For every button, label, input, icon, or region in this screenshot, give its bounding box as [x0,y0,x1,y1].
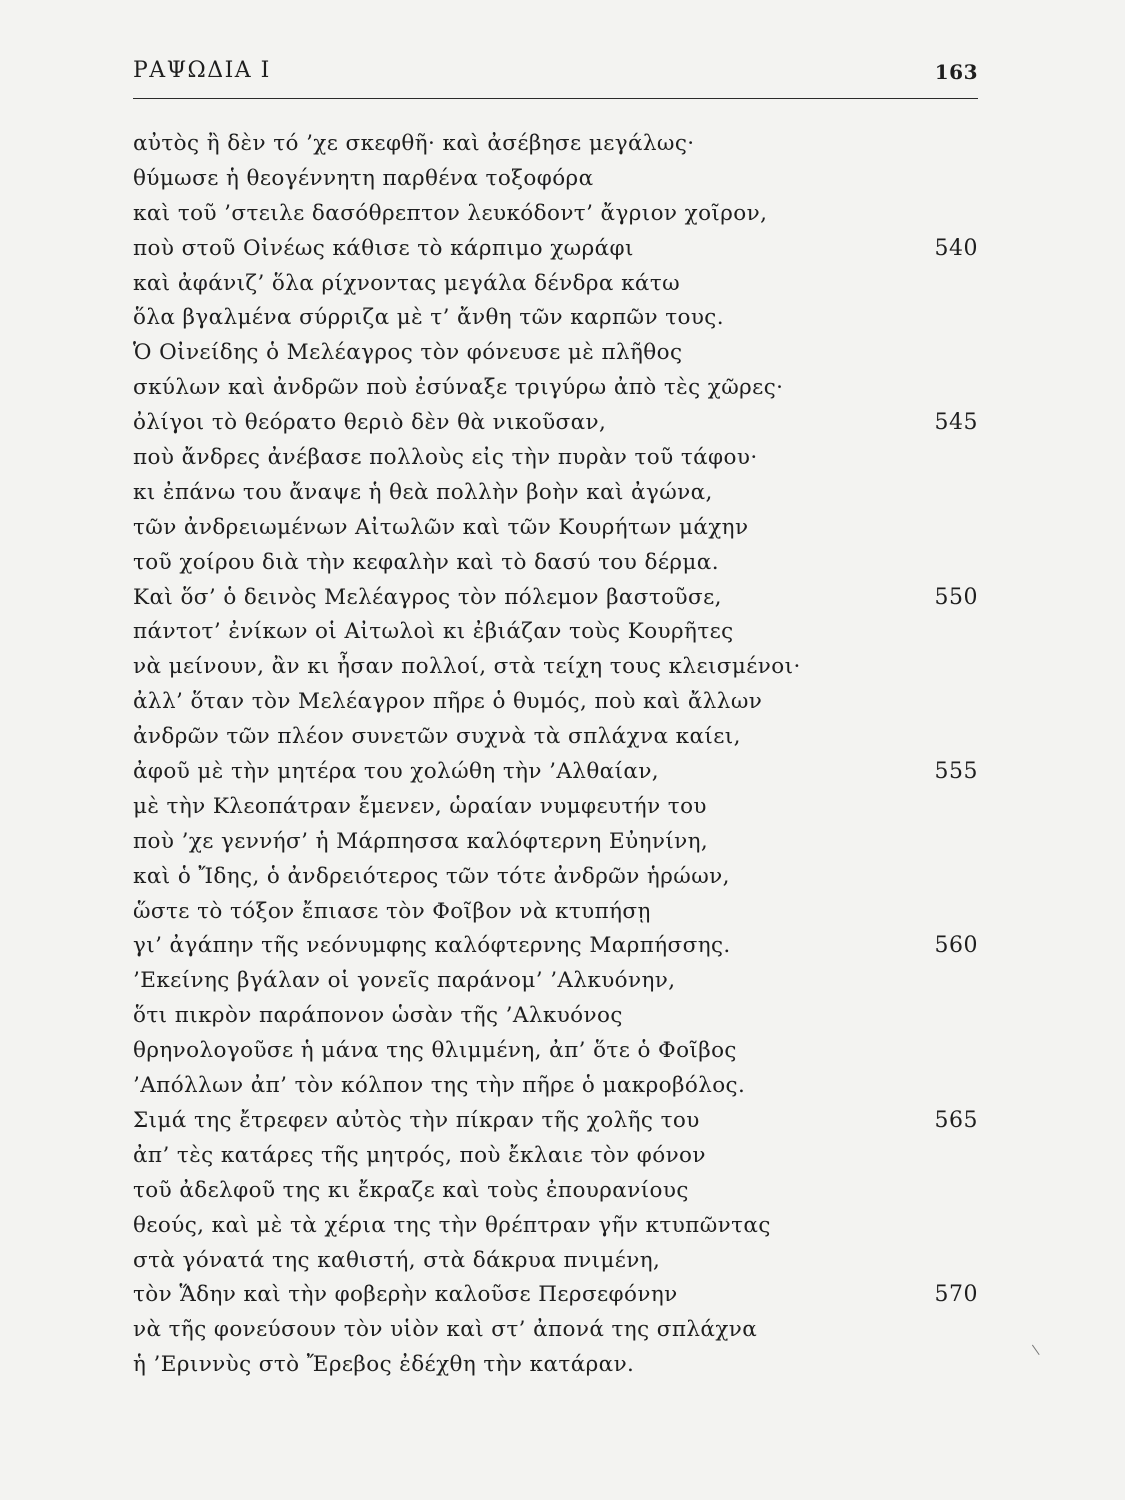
verse-line [133,1244,978,1279]
verse-line [133,476,978,511]
verse-text: τοῦ χοίρου διὰ τὴν κεφαλὴν καὶ τὸ δασύ του δέρμα. [133,549,719,575]
verse-line [133,1104,978,1139]
verse-text: ἀπ’ τὲς κατάρες τῆς μητρός, ποὺ ἔκλαιε τὸν φόνον [133,1142,706,1168]
verse-text: ὅλα βγαλμένα σύρριζα μὲ τ’ ἄνθη τῶν καρπῶν τους. [133,305,724,331]
verse-line [133,1313,978,1348]
line-number: 540 [934,235,978,261]
verse-text: στὰ γόνατά της καθιστή, στὰ δάκρυα πνιμένη, [133,1247,661,1273]
verse-text: ’Εκείνης βγάλαν οἱ γονεῖς παράνομ’ ’Αλκυόνην, [133,968,676,994]
verse-line [133,929,978,964]
verse-line [133,755,978,790]
verse-line [133,511,978,546]
verse-line [133,615,978,650]
verse-text: ἡ ’Εριννὺς στὸ Ἔρεβος ἐδέχθη τὴν κατάραν. [133,1352,635,1378]
verse-line [133,790,978,825]
verse-text: καὶ ἀφάνιζ’ ὅλα ρίχνοντας μεγάλα δένδρα κάτω [133,270,681,296]
verse-line [133,964,978,999]
verse-text: τοῦ ἀδελφοῦ της κι ἔκραζε καὶ τοὺς ἐπουρανίους [133,1177,689,1203]
verse-text: ὀλίγοι τὸ θεόρατο θεριὸ δὲν θὰ νικοῦσαν, [133,410,607,436]
verse-text: ἀλλ’ ὅταν τὸν Μελέαγρον πῆρε ὁ θυμός, ποὺ καὶ ἄλλων [133,689,763,715]
verse-line [133,1209,978,1244]
verse-line [133,1278,978,1313]
verse-text: γι’ ἀγάπην τῆς νεόνυμφης καλόφτερνης Μαρπήσσης. [133,933,731,959]
verse-text: νὰ τῆς φονεύσουν τὸν υἱὸν καὶ στ’ ἀπονά της σπλάχνα [133,1317,758,1343]
page-number: 163 [934,60,978,84]
verse-text: θρηνολογοῦσε ἡ μάνα της θλιμμένη, ἀπ’ ὅτε ὁ Φοῖβος [133,1038,737,1064]
verse-text: κι ἐπάνω του ἄναψε ἡ θεὰ πολλὴν βοὴν καὶ ἀγώνα, [133,479,713,505]
verse-line [133,162,978,197]
verse-line [133,860,978,895]
verse-line [133,1034,978,1069]
chapter-title: ΡΑΨΩΔΙΑ Ι [133,58,271,83]
verse-text: Καὶ ὅσ’ ὁ δεινὸς Μελέαγρος τὸν πόλεμον βαστοῦσε, [133,584,722,610]
verse-text: ποὺ στοῦ Οἰνέως κάθισε τὸ κάρπιμο χωράφι [133,235,634,261]
running-head [133,58,978,98]
verse-text: καὶ τοῦ ’στειλε δασόθρεπτον λευκόδοντ’ ἄγριον χοῖρον, [133,200,768,226]
line-number: 565 [934,1107,978,1133]
line-number: 545 [934,410,978,436]
verse-line [133,650,978,685]
verse-line [133,581,978,616]
verse-line [133,371,978,406]
verse-block [133,127,978,1383]
verse-line [133,301,978,336]
verse-line [133,895,978,930]
verse-text: θύμωσε ἡ θεογέννητη παρθένα τοξοφόρα [133,165,594,191]
verse-text: καὶ ὁ Ἴδης, ὁ ἀνδρειότερος τῶν τότε ἀνδρῶν ἡρώων, [133,863,730,889]
verse-line [133,720,978,755]
verse-line [133,441,978,476]
verse-line [133,267,978,302]
stray-mark [1032,1343,1042,1355]
line-number: 555 [934,759,978,785]
verse-text: μὲ τὴν Κλεοπάτραν ἔμενεν, ὡραίαν νυμφευτήν του [133,793,707,819]
verse-text: ὅτι πικρὸν παράπονον ὡσὰν τῆς ’Αλκυόνος [133,1003,623,1029]
verse-text: θεούς, καὶ μὲ τὰ χέρια της τὴν θρέπτραν γῆν κτυπῶντας [133,1212,771,1238]
verse-text: πάντοτ’ ἐνίκων οἱ Αἰτωλοὶ κι ἐβιάζαν τοὺς Κουρῆτες [133,619,734,645]
verse-text: Ὁ Οἰνείδης ὁ Μελέαγρος τὸν φόνευσε μὲ πλῆθος [133,340,683,366]
verse-text: ’Απόλλων ἀπ’ τὸν κόλπον της τὴν πῆρε ὁ μακροβόλος. [133,1073,746,1099]
verse-line [133,1348,978,1383]
line-number: 560 [934,933,978,959]
verse-text: νὰ μείνουν, ἂν κι ἦσαν πολλοί, στὰ τείχη τους κλεισμένοι· [133,654,801,680]
verse-text: ἀφοῦ μὲ τὴν μητέρα του χολώθη τὴν ’Αλθαίαν, [133,759,660,785]
verse-line [133,232,978,267]
verse-text: Σιμά της ἔτρεφεν αὐτὸς τὴν πίκραν τῆς χολῆς του [133,1107,700,1133]
verse-line [133,1069,978,1104]
verse-text: ὥστε τὸ τόξον ἔπιασε τὸν Φοῖβον νὰ κτυπήσῃ [133,898,651,924]
verse-line [133,406,978,441]
verse-line [133,999,978,1034]
verse-text: ἀνδρῶν τῶν πλέον συνετῶν συχνὰ τὰ σπλάχνα καίει, [133,724,741,750]
verse-text: αὐτὸς ἢ δὲν τό ’χε σκεφθῆ· καὶ ἀσέβησε μεγάλως· [133,131,695,156]
verse-text: ποὺ ἄνδρες ἀνέβασε πολλοὺς εἰς τὴν πυρὰν τοῦ τάφου· [133,445,758,471]
verse-line [133,336,978,371]
verse-text: τὸν Ἅδην καὶ τὴν φοβερὴν καλοῦσε Περσεφόνην [133,1282,678,1308]
line-number: 550 [934,584,978,610]
verse-line [133,825,978,860]
header-rule [133,98,978,99]
line-number: 570 [934,1282,978,1308]
verse-line [133,546,978,581]
verse-text: σκύλων καὶ ἀνδρῶν ποὺ ἐσύναξε τριγύρω ἀπὸ τὲς χῶρες· [133,375,784,401]
verse-text: τῶν ἀνδρειωμένων Αἰτωλῶν καὶ τῶν Κουρήτων μάχην [133,514,749,540]
verse-line [133,1174,978,1209]
verse-line [133,127,978,162]
verse-line [133,197,978,232]
verse-line [133,685,978,720]
verse-line [133,1139,978,1174]
verse-text: ποὺ ’χε γεννήσ’ ἡ Μάρπησσα καλόφτερνη Εὐηνίνη, [133,828,709,854]
